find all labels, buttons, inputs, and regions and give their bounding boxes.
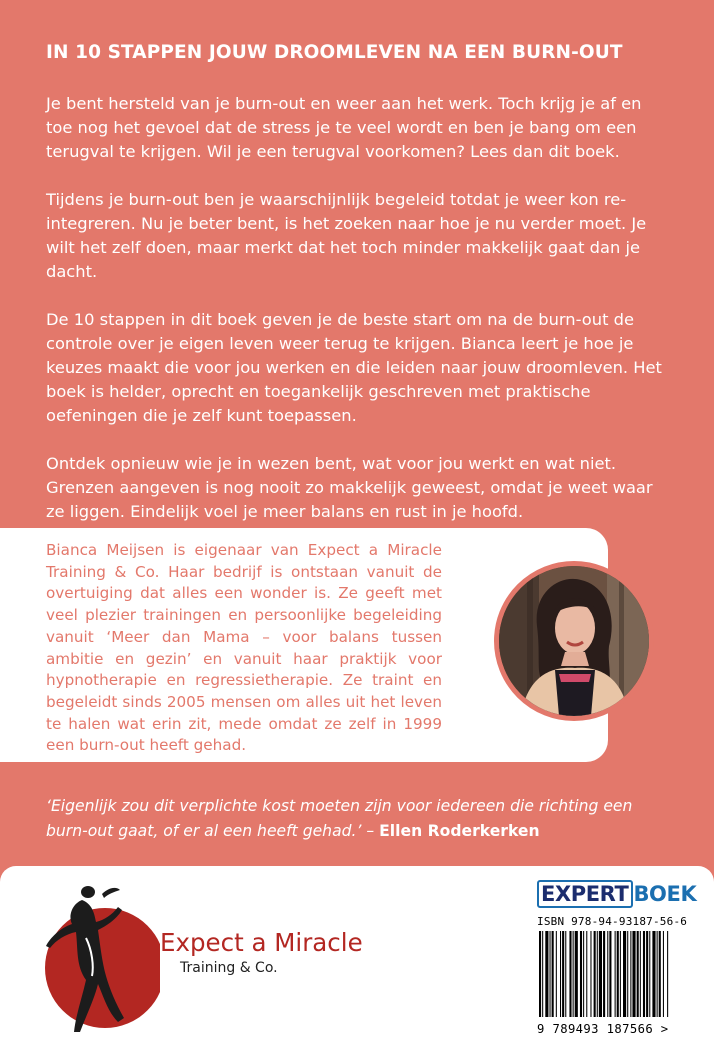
expect-a-miracle-logo-icon bbox=[42, 880, 160, 1040]
blurb-paragraph: Tijdens je burn-out ben je waarschijnlijk begeleid totdat je weer kon re-integreren. Nu je beter bent, is het zoeken naar hoe je nu verder moet. Je wilt het zelf doen, maar merkt dat het toch minder makkelijk gaat dan je dacht. bbox=[46, 190, 647, 281]
publisher-logo bbox=[537, 882, 696, 906]
logo-tagline: Training & Co. bbox=[180, 960, 278, 976]
publisher-name-boek: BOEK bbox=[633, 882, 697, 906]
logo-wordmark: Expect a Miracle bbox=[160, 928, 363, 957]
author-photo bbox=[494, 561, 654, 721]
blurb-paragraph: Ontdek opnieuw wie je in wezen bent, wat voor jou werkt en wat niet. Grenzen aangeven is nog nooit zo makkelijk geweest, omdat je weet waar ze liggen. Eindelijk voel je meer balans en rust in je hoofd. bbox=[46, 454, 653, 521]
blurb-paragraph: Je bent hersteld van je burn-out en weer aan het werk. Toch krijg je af en toe nog het gevoel dat de stress je te veel wordt en ben je bang om een terugval te krijgen. Wil je een terugval voorkomen? Lees dan dit boek. bbox=[46, 94, 642, 161]
cover-title: IN 10 STAPPEN JOUW DROOMLEVEN NA EEN BURN-OUT bbox=[46, 42, 623, 63]
blurb-paragraph: De 10 stappen in dit boek geven je de beste start om na de burn-out de controle over je eigen leven weer terug te krijgen. Bianca leert je hoe je keuzes maakt die voor jou werken en die leiden naar jouw droomleven. Het boek is helder, oprecht en toegankelijk geschreven met praktische oefeningen die je zelf kunt toepassen. bbox=[46, 310, 662, 425]
barcode-icon bbox=[537, 931, 673, 1021]
quote-author: Ellen Roderkerken bbox=[379, 822, 540, 840]
ean-number: 9 789493 187566 > bbox=[537, 1022, 669, 1036]
isbn-label: ISBN 978-94-93187-56-6 bbox=[537, 915, 688, 928]
book-blurb bbox=[46, 92, 672, 548]
publisher-name-expert: EXPERT bbox=[537, 880, 633, 908]
endorsement-quote bbox=[46, 794, 676, 844]
quote-text: ‘Eigenlijk zou dit verplichte kost moeten zijn voor iedereen die richting een burn-out gaat, of er al een heeft gehad.’ – bbox=[46, 797, 633, 840]
author-bio: Bianca Meijsen is eigenaar van Expect a Miracle Training & Co. Haar bedrijf is ontstaan vanuit de overtuiging dat alles een wonder is. Ze geeft met veel plezier trainingen en persoonlijke begeleiding vanuit ‘Meer dan Mama – voor balans tussen ambitie en gezin’ en vanuit haar praktijk voor hypnotherapie en regressietherapie. Ze traint en begeleidt sinds 2005 mensen om alles uit het leven te halen wat erin zit, mede omdat ze zelf in 1999 een burn-out heeft gehad. bbox=[46, 541, 442, 755]
